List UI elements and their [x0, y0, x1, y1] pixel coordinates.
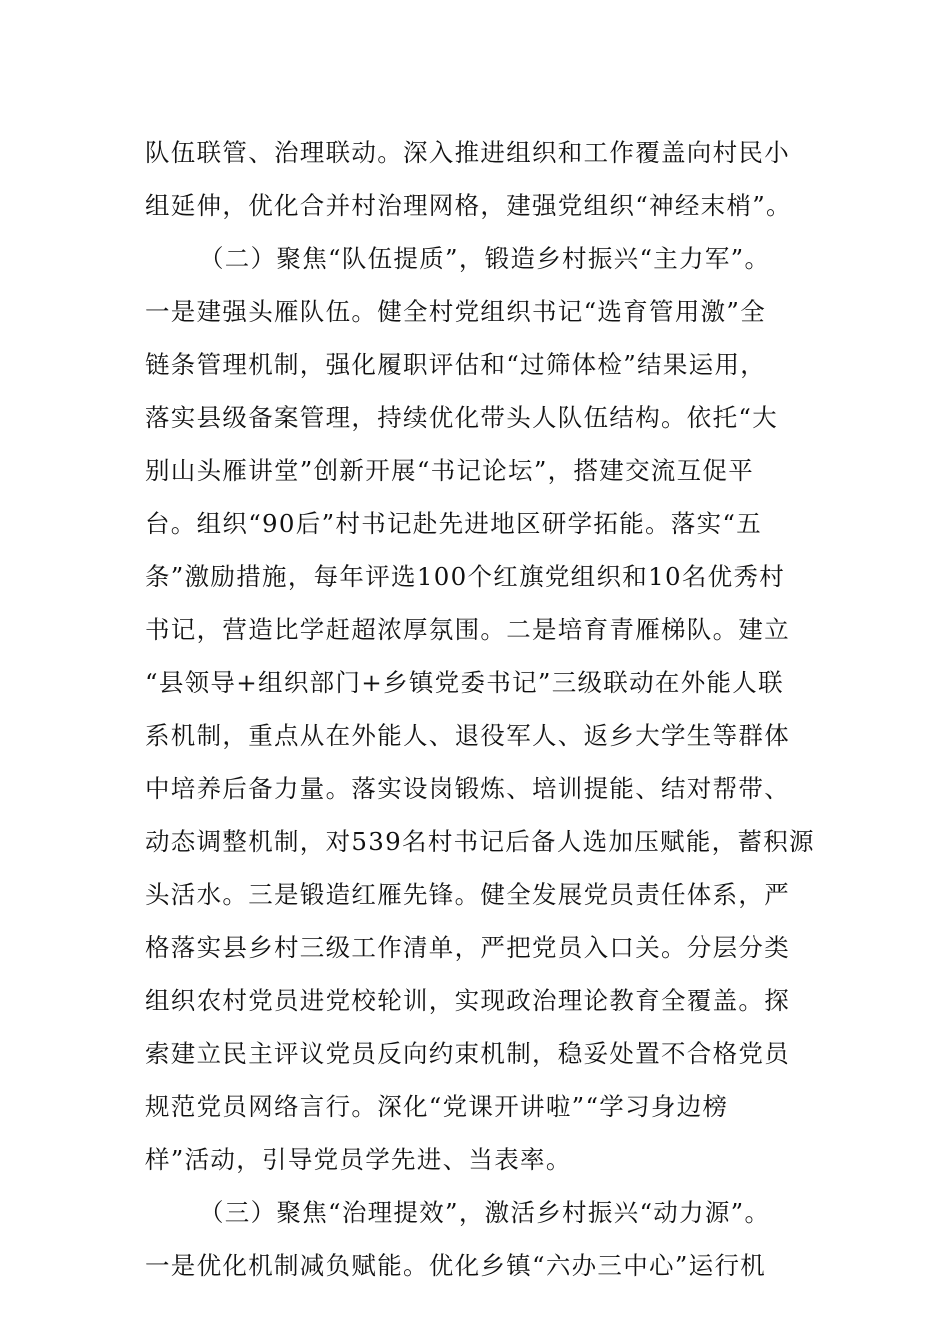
body-text-line: 落实县级备案管理，持续优化带头人队伍结构。依托“大 — [145, 403, 779, 432]
body-text-line: 格落实县乡村三级工作清单，严把党员入口关。分层分类 — [145, 933, 790, 962]
body-text-line: 动态调整机制，对539名村书记后备人选加压赋能，蓄积源 — [145, 827, 815, 856]
body-text-line: 队伍联管、治理联动。深入推进组织和工作覆盖向村民小 — [145, 138, 790, 167]
body-text-line: “县领导+组织部门+乡镇党委书记”三级联动在外能人联 — [145, 668, 784, 697]
body-text-line: 头活水。三是锻造红雁先锋。健全发展党员责任体系，严 — [145, 880, 790, 909]
body-text-line: 样”活动，引导党员学先进、当表率。 — [145, 1145, 572, 1174]
body-text-line: 别山头雁讲堂”创新开展“书记论坛”，搭建交流互促平 — [145, 456, 755, 485]
body-text-line: 中培养后备力量。落实设岗锻炼、培训提能、结对帮带、 — [145, 774, 790, 803]
body-text-line: 书记，营造比学赶超浓厚氛围。二是培育青雁梯队。建立 — [145, 615, 790, 644]
body-text-line: 链条管理机制，强化履职评估和“过筛体检”结果运用， — [145, 350, 767, 379]
body-text-line: 组织农村党员进党校轮训，实现政治理论教育全覆盖。探 — [145, 986, 790, 1015]
section-heading-3: （三）聚焦“治理提效”，激活乡村振兴“动力源”。 — [199, 1198, 771, 1227]
body-text-line: 台。组织“90后”村书记赴先进地区研学拓能。落实“五 — [145, 509, 763, 538]
body-text-line: 系机制，重点从在外能人、退役军人、返乡大学生等群体 — [145, 721, 790, 750]
body-text-line: 条”激励措施，每年评选100个红旗党组织和10名优秀村 — [145, 562, 786, 591]
body-text-line: 一是建强头雁队伍。健全村党组织书记“选育管用激”全 — [145, 297, 767, 326]
section-heading-2: （二）聚焦“队伍提质”，锻造乡村振兴“主力军”。 — [199, 244, 771, 273]
body-text-line: 索建立民主评议党员反向约束机制，稳妥处置不合格党员 — [145, 1039, 790, 1068]
body-text-line: 规范党员网络言行。深化“党课开讲啦”“学习身边榜 — [145, 1092, 729, 1121]
body-text-line: 组延伸，优化合并村治理网格，建强党组织“神经末梢”。 — [145, 191, 792, 220]
body-text-line: 一是优化机制减负赋能。优化乡镇“六办三中心”运行机 — [145, 1251, 767, 1280]
